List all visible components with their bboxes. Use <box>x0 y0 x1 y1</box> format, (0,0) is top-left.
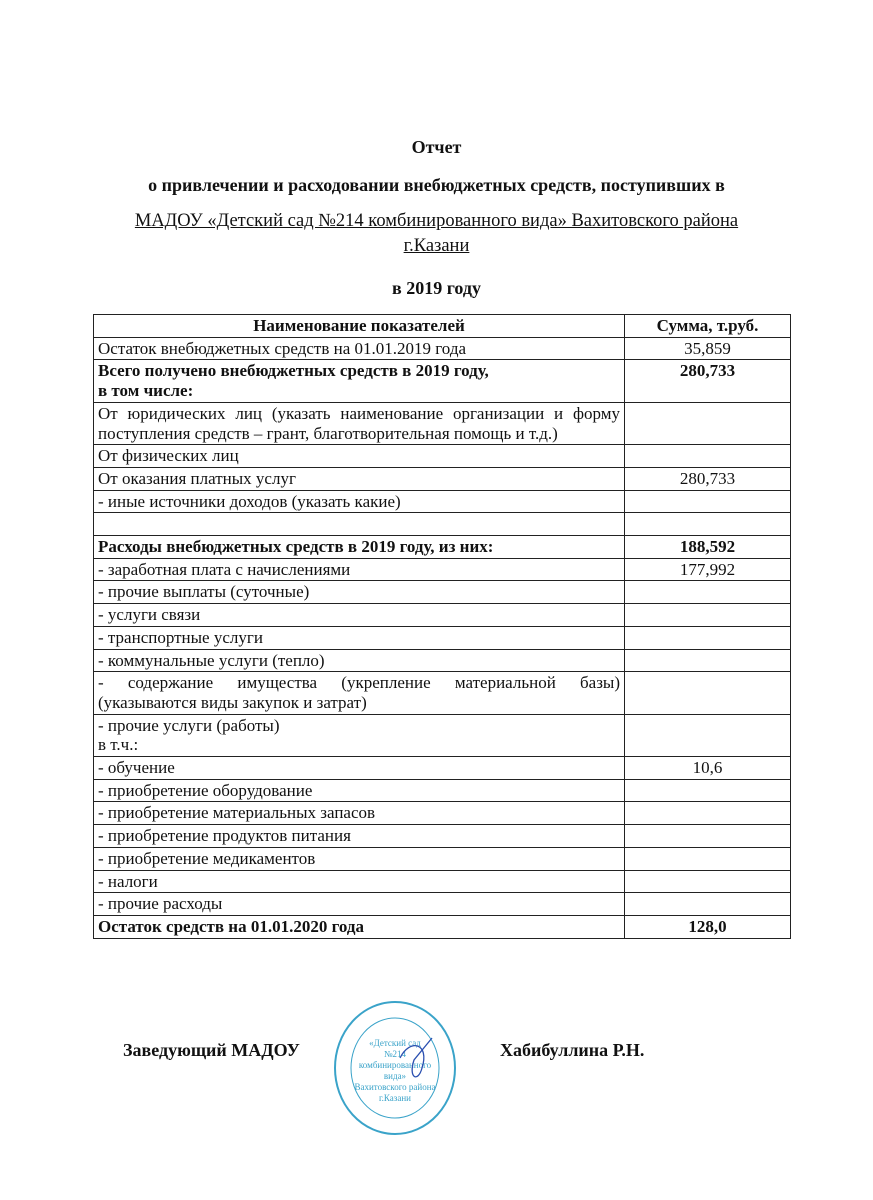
svg-text:вида»: вида» <box>383 1071 407 1081</box>
row-label <box>94 513 625 536</box>
report-table <box>93 314 791 939</box>
report-year: в 2019 году <box>391 278 482 298</box>
row-label: - приобретение оборудование <box>94 779 625 802</box>
table-row <box>94 870 791 893</box>
row-label: - прочие услуги (работы) в т.ч.: <box>94 714 625 756</box>
row-label: - заработная плата с начислениями <box>94 558 625 581</box>
table-row <box>94 672 791 714</box>
row-label: - услуги связи <box>94 604 625 627</box>
table-row <box>94 626 791 649</box>
row-label: - приобретение медикаментов <box>94 847 625 870</box>
row-value <box>625 445 791 468</box>
row-value <box>625 490 791 513</box>
table-row <box>94 536 791 559</box>
svg-text:комбинированного: комбинированного <box>358 1060 432 1070</box>
row-label: От физических лиц <box>94 445 625 468</box>
row-value: 280,733 <box>625 467 791 490</box>
organization-name: МАДОУ «Детский сад №214 комбинированного вида» Вахитовского района <box>134 211 739 231</box>
table-row <box>94 490 791 513</box>
svg-text:г.Казани: г.Казани <box>379 1093 411 1103</box>
row-value <box>625 626 791 649</box>
table-row <box>94 825 791 848</box>
organization-city: г.Казани <box>403 236 470 256</box>
row-value <box>625 893 791 916</box>
column-header-sum: Сумма, т.руб. <box>625 315 791 338</box>
row-label: От оказания платных услуг <box>94 467 625 490</box>
row-value: 177,992 <box>625 558 791 581</box>
row-label: - коммунальные услуги (тепло) <box>94 649 625 672</box>
row-label: Всего получено внебюджетных средств в 2019 году, в том числе: <box>94 360 625 402</box>
table-row <box>94 714 791 756</box>
table-row <box>94 802 791 825</box>
row-value <box>625 649 791 672</box>
table-row <box>94 337 791 360</box>
svg-text:Вахитовского района: Вахитовского района <box>354 1082 436 1092</box>
row-label: - транспортные услуги <box>94 626 625 649</box>
row-label: - обучение <box>94 757 625 780</box>
row-value <box>625 779 791 802</box>
row-value <box>625 513 791 536</box>
table-row <box>94 893 791 916</box>
row-label: От юридических лиц (указать наименование организации и форму поступления средств – грант, благотворительная помощь и т.д.) <box>94 402 625 444</box>
table-row <box>94 649 791 672</box>
row-value <box>625 672 791 714</box>
table-row <box>94 915 791 938</box>
row-label: - прочие расходы <box>94 893 625 916</box>
signature-position: Заведующий МАДОУ <box>123 1040 300 1060</box>
table-row <box>94 847 791 870</box>
row-value: 10,6 <box>625 757 791 780</box>
table-row <box>94 604 791 627</box>
table-row <box>94 467 791 490</box>
table-row <box>94 779 791 802</box>
svg-text:№214: №214 <box>383 1049 407 1059</box>
row-value <box>625 581 791 604</box>
signature-name: Хабибуллина Р.Н. <box>500 1040 645 1060</box>
table-row <box>94 360 791 402</box>
row-label: Остаток внебюджетных средств на 01.01.2019 года <box>94 337 625 360</box>
row-value: 280,733 <box>625 360 791 402</box>
report-subtitle: о привлечении и расходовании внебюджетных средств, поступивших в <box>148 175 725 195</box>
row-label: Остаток средств на 01.01.2020 года <box>94 915 625 938</box>
row-value <box>625 870 791 893</box>
row-value <box>625 802 791 825</box>
row-value <box>625 714 791 756</box>
row-label: - иные источники доходов (указать какие) <box>94 490 625 513</box>
row-value <box>625 402 791 444</box>
column-header-indicator: Наименование показателей <box>94 315 625 338</box>
table-row <box>94 445 791 468</box>
table-header-row <box>94 315 791 338</box>
table-row <box>94 558 791 581</box>
row-label: - прочие выплаты (суточные) <box>94 581 625 604</box>
row-value <box>625 847 791 870</box>
row-value: 188,592 <box>625 536 791 559</box>
row-label: - приобретение материальных запасов <box>94 802 625 825</box>
table-row <box>94 581 791 604</box>
row-label: - приобретение продуктов питания <box>94 825 625 848</box>
row-label: Расходы внебюджетных средств в 2019 году, из них: <box>94 536 625 559</box>
table-row <box>94 513 791 536</box>
table-row <box>94 402 791 444</box>
table-row <box>94 757 791 780</box>
report-title: Отчет <box>411 137 462 157</box>
svg-text:«Детский сад: «Детский сад <box>369 1038 421 1048</box>
row-value <box>625 604 791 627</box>
row-label: - содержание имущества (укрепление материальной базы) (указываются виды закупок и затрат) <box>94 672 625 714</box>
row-value <box>625 825 791 848</box>
official-stamp <box>330 998 460 1138</box>
row-value: 35,859 <box>625 337 791 360</box>
row-label: - налоги <box>94 870 625 893</box>
row-value: 128,0 <box>625 915 791 938</box>
